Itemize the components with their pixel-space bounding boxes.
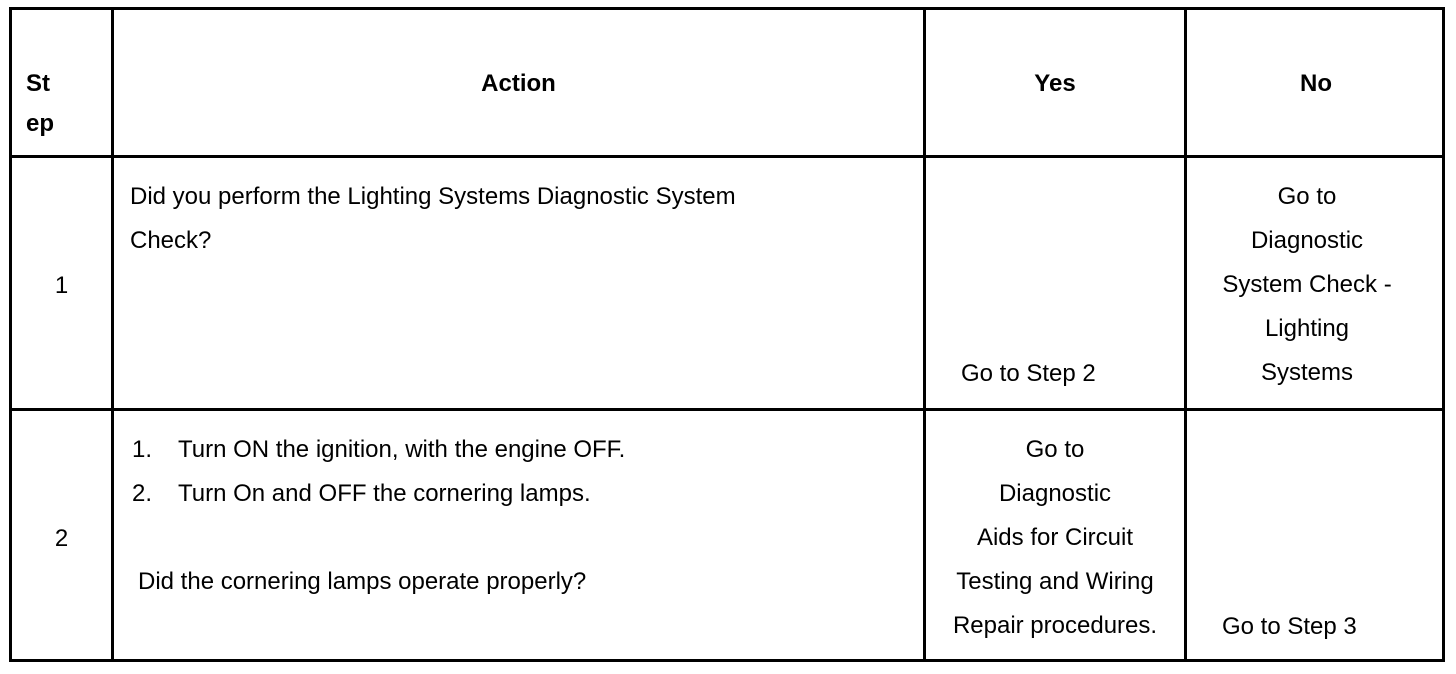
list-item-number: 1.: [132, 436, 153, 463]
no-line: Lighting: [1264, 315, 1350, 342]
yes-line: Aids for Circuit: [976, 524, 1134, 551]
row-divider: [12, 408, 1442, 411]
no-line: System Check -: [1222, 271, 1392, 298]
action-line: Did you perform the Lighting Systems Diagnostic System: [130, 183, 736, 210]
list-item: [132, 472, 912, 516]
list-item-text: Turn On and OFF the cornering lamps.: [178, 480, 591, 507]
header-step-line: St: [26, 70, 50, 97]
row1-step: 1: [54, 272, 69, 299]
no-line: Systems: [1260, 359, 1353, 386]
header-no: No: [1300, 70, 1332, 97]
diagnostic-table: [9, 7, 1445, 662]
no-line: Diagnostic: [1250, 227, 1364, 254]
row2-action: [132, 428, 912, 516]
no-line: Go to: [1277, 183, 1337, 210]
header-step: [26, 64, 106, 144]
row2-yes: [926, 428, 1184, 648]
header-action: Action: [481, 70, 556, 97]
row-divider: [12, 155, 1442, 158]
action-steps-list: [132, 428, 912, 516]
yes-line: Repair procedures.: [952, 612, 1158, 639]
row2-question: Did the cornering lamps operate properly?: [138, 568, 587, 595]
action-line: Check?: [130, 227, 212, 254]
list-item-text: Turn ON the ignition, with the engine OFF.: [178, 436, 626, 463]
row1-yes: Go to Step 2: [961, 360, 1096, 387]
row1-action: [130, 175, 910, 263]
column-divider: [111, 10, 114, 659]
yes-line: Diagnostic: [998, 480, 1112, 507]
row2-no: Go to Step 3: [1222, 613, 1357, 640]
header-step-line: ep: [26, 110, 55, 137]
yes-line: Testing and Wiring: [956, 568, 1154, 595]
header-yes: Yes: [1034, 70, 1076, 97]
list-item: [132, 428, 912, 472]
row2-step: 2: [54, 525, 69, 552]
row1-no: [1187, 175, 1427, 395]
yes-line: Go to: [1025, 436, 1085, 463]
list-item-number: 2.: [132, 480, 153, 507]
